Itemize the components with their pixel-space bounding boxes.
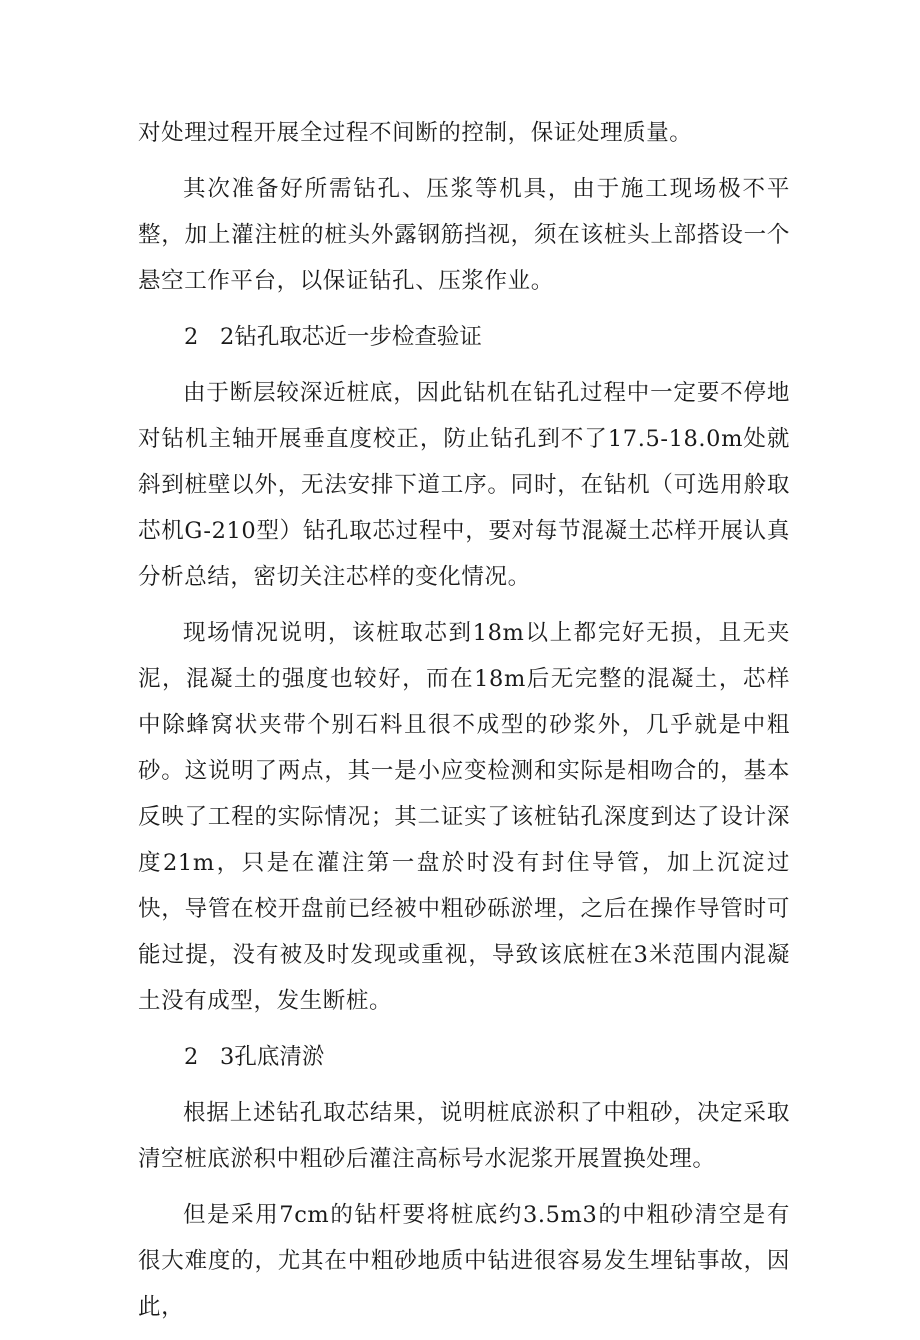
paragraph-drilling: 由于断层较深近桩底，因此钻机在钻孔过程中一定要不停地对钻机主轴开展垂直度校正，防止钻孔到不了17.5-18.0m处就斜到桩壁以外，无法安排下道工序。同时，在钻机（可选用舲取芯机G-210型）钻孔取芯过程中，要对每节混凝土芯样开展认真分析总结，密切关注芯样的变化情况。 — [138, 380, 790, 590]
section-heading-2-3 — [138, 1034, 790, 1080]
paragraph-decision: 根据上述钻孔取芯结果，说明桩底淤积了中粗砂，决定采取清空桩底淤积中粗砂后灌注高标号水泥浆开展置换处理。 — [138, 1100, 790, 1172]
section-heading-2-2 — [138, 314, 790, 360]
section-title: 2钻孔取芯近一步检查验证 — [220, 324, 482, 350]
paragraph-continuation: 对处理过程开展全过程不间断的控制，保证处理质量。 — [138, 120, 693, 146]
section-number: 2 — [184, 1044, 199, 1070]
paragraph-difficulty: 但是采用7cm的钻杆要将桩底约3.5m3的中粗砂清空是有很大难度的，尤其在中粗砂地质中钻进很容易发生埋钻事故，因此， — [138, 1202, 790, 1320]
section-title: 3孔底清淤 — [220, 1044, 325, 1070]
document-body — [138, 110, 790, 1340]
paragraph-preparation: 其次准备好所需钻孔、压浆等机具，由于施工现场极不平整，加上灌注桩的桩头外露钢筋挡视，须在该桩头上部搭设一个悬空工作平台，以保证钻孔、压浆作业。 — [138, 176, 790, 294]
paragraph-site-findings: 现场情况说明，该桩取芯到18m以上都完好无损，且无夹泥，混凝土的强度也较好，而在18m后无完整的混凝土，芯样中除蜂窝状夹带个别石料且很不成型的砂浆外，几乎就是中粗砂。这说明了两点，其一是小应变检测和实际是相吻合的，基本反映了工程的实际情况；其二证实了该桩钻孔深度到达了设计深度21m，只是在灌注第一盘於时没有封住导管，加上沉淀过快，导管在校开盘前已经被中粗砂砾淤埋，之后在操作导管时可能过提，没有被及时发现或重视，导致该底桩在3米范围内混凝土没有成型，发生断桩。 — [138, 620, 790, 1014]
section-number: 2 — [184, 324, 199, 350]
